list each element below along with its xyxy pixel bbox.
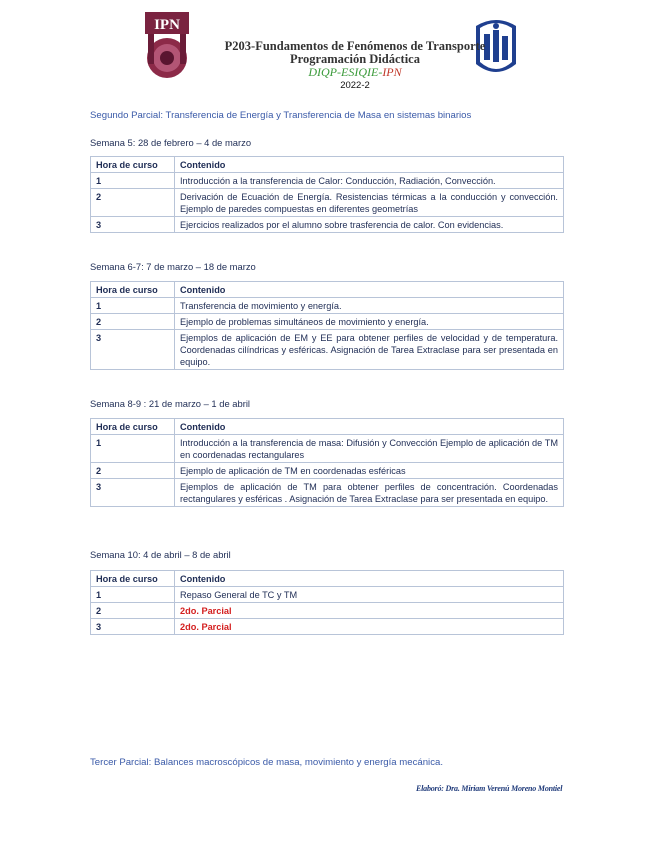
contenido-cell: Ejemplo de aplicación de TM en coordenadas esféricas: [175, 463, 564, 479]
contenido-cell: Introducción a la transferencia de Calor: Conducción, Radiación, Convección.: [175, 173, 564, 189]
contenido-cell: Repaso General de TC y TM: [175, 587, 564, 603]
ipn-logo-text: IPN: [154, 17, 180, 33]
course-subtitle: Programación Didáctica: [290, 52, 420, 66]
table-row: [91, 330, 564, 370]
hora-cell: 2: [91, 314, 175, 330]
contenido-cell: Derivación de Ecuación de Energía. Resistencias térmicas a la conducción y convección. Ejemplo de paredes compuestas en diferentes geometrías: [175, 189, 564, 217]
table-header-row: [91, 157, 564, 173]
table-header-row: [91, 571, 564, 587]
course-title: P203-Fundamentos de Fenómenos de Transporte: [224, 39, 486, 53]
section-title: Segundo Parcial: Transferencia de Energía y Transferencia de Masa en sistemas binarios: [90, 110, 472, 121]
table-row: [91, 619, 564, 635]
table-row: [91, 298, 564, 314]
hora-cell: 1: [91, 435, 175, 463]
table-row: [91, 189, 564, 217]
contenido-cell: Introducción a la transferencia de masa: Difusión y Convección Ejemplo de aplicación de TM en coordenadas rectangulares: [175, 435, 564, 463]
department: [150, 66, 560, 79]
contenido-cell: 2do. Parcial: [175, 619, 564, 635]
department-part1: DIQP-ESIQIE-: [308, 65, 383, 79]
schedule-table: [90, 570, 564, 635]
signature: Elaboró: Dra. Miriam Verenú Moreno Montiel: [416, 784, 563, 793]
hora-cell: 3: [91, 479, 175, 507]
table-row: [91, 314, 564, 330]
col-header-contenido: Contenido: [175, 419, 564, 435]
schedule-table: [90, 281, 564, 370]
table-row: [91, 173, 564, 189]
table-row: [91, 587, 564, 603]
contenido-cell: Ejemplos de aplicación de TM para obtener perfiles de concentración. Coordenadas rectangulares y esféricas . Asignación de Tarea Extraclase para ser presentada en equipo.: [175, 479, 564, 507]
col-header-hora: Hora de curso: [91, 419, 175, 435]
table-header-row: [91, 419, 564, 435]
contenido-cell: Ejemplos de aplicación de EM y EE para obtener perfiles de velocidad y de temperatura. Coordenadas cilíndricas y esféricas. Asignación de Tarea Extraclase para ser presentada en equipo.: [175, 330, 564, 370]
page-header: [0, 0, 655, 100]
schedule-table: [90, 418, 564, 507]
hora-cell: 2: [91, 603, 175, 619]
hora-cell: 3: [91, 619, 175, 635]
table-header-row: [91, 282, 564, 298]
department-part2: IPN: [382, 65, 402, 79]
contenido-cell: 2do. Parcial: [175, 603, 564, 619]
hora-cell: 1: [91, 298, 175, 314]
hora-cell: 1: [91, 587, 175, 603]
col-header-hora: Hora de curso: [91, 571, 175, 587]
contenido-cell: Ejercicios realizados por el alumno sobre trasferencia de calor. Con evidencias.: [175, 217, 564, 233]
contenido-cell: Transferencia de movimiento y energía.: [175, 298, 564, 314]
col-header-contenido: Contenido: [175, 571, 564, 587]
col-header-hora: Hora de curso: [91, 157, 175, 173]
hora-cell: 1: [91, 173, 175, 189]
week-label: Semana 5: 28 de febrero – 4 de marzo: [90, 137, 252, 148]
table-row: [91, 603, 564, 619]
col-header-contenido: Contenido: [175, 157, 564, 173]
week-label: Semana 8-9 : 21 de marzo – 1 de abril: [90, 398, 250, 409]
table-row: [91, 217, 564, 233]
next-section-title: Tercer Parcial: Balances macroscópicos de masa, movimiento y energía mecánica.: [90, 757, 443, 768]
hora-cell: 3: [91, 330, 175, 370]
period: 2022-2: [340, 80, 370, 91]
hora-cell: 2: [91, 463, 175, 479]
week-label: Semana 10: 4 de abril – 8 de abril: [90, 549, 231, 560]
contenido-cell: Ejemplo de problemas simultáneos de movimiento y energía.: [175, 314, 564, 330]
hora-cell: 2: [91, 189, 175, 217]
col-header-hora: Hora de curso: [91, 282, 175, 298]
hora-cell: 3: [91, 217, 175, 233]
table-row: [91, 435, 564, 463]
header-titles: [150, 40, 560, 92]
week-label: Semana 6-7: 7 de marzo – 18 de marzo: [90, 261, 256, 272]
table-row: [91, 463, 564, 479]
col-header-contenido: Contenido: [175, 282, 564, 298]
schedule-table: [90, 156, 564, 233]
table-row: [91, 479, 564, 507]
